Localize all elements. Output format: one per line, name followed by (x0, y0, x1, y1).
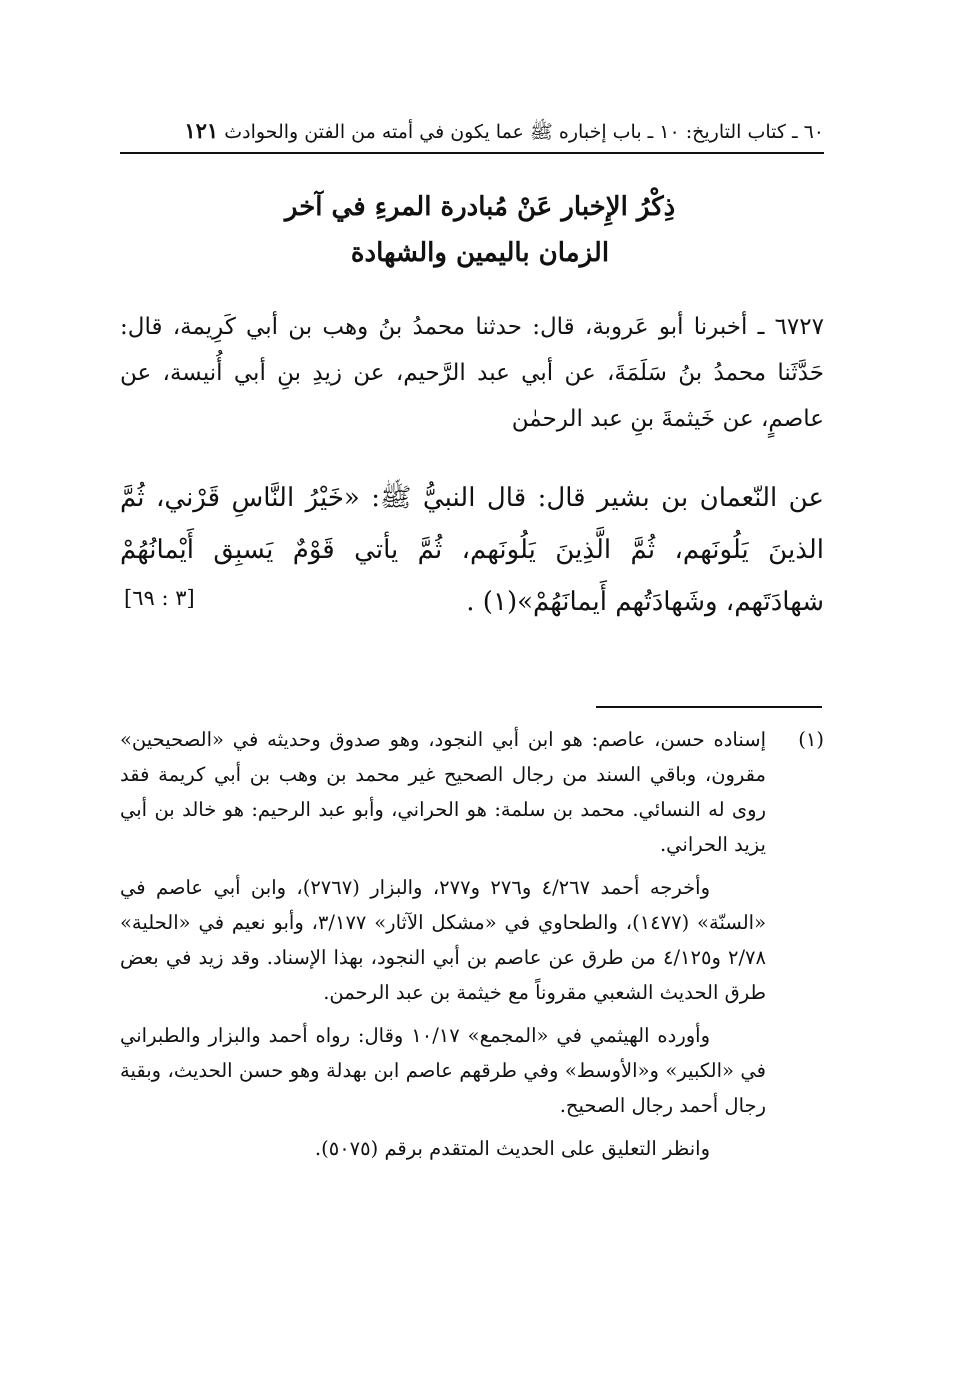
footnote-paragraph-1: إسناده حسن، عاصم: هو ابن أبي النجود، وهو صدوق وحديثه في «الصحيحين» مقرون، وباقي السند من رجال الصحيح غير محمد بن وهب بن أبي كريمة فقد روى له النسائي. محمد بن سلمة: هو الحراني، وأبو عبد الرحيم: هو خالد بن أبي يزيد الحراني. (120, 728, 766, 856)
footnote-paragraph-3-wrap (120, 1018, 824, 1123)
footnote-paragraph-4-wrap (120, 1131, 824, 1166)
header-rule (120, 152, 824, 154)
running-title: ـ كتاب التاريخ: ١٠ ـ باب إخباره ﷺ عما يكون في أمته من الفتن والحوادث (224, 121, 798, 143)
footnote-rule (596, 706, 822, 708)
hadith-text: عن النّعمان بن بشير قال: قال النبيُّ ﷺ: «خَيْرُ النَّاسِ قَرْني، ثُمَّ الذينَ يَلُونَهم، ثُمَّ الَّذِينَ يَلُونَهم، ثُمَّ يأتي قَوْمٌ يَسبِق أَيْمانُهُمْ شهادَتَهم، وشَهادَتُهم أَيمانَهُمْ»(١) . (120, 483, 824, 617)
footnote-paragraph-4: وانظر التعليق على الحديث المتقدم برقم (٥٠٧٥). (314, 1137, 710, 1160)
footnotes (120, 722, 824, 1174)
footnote-marker: (١) (798, 728, 824, 751)
section-title-line2: الزمان باليمين والشهادة (350, 238, 610, 268)
footnote-paragraph-2-wrap (120, 870, 824, 1010)
section-title-line1: ذِكْرُ الإِخبار عَنْ مُبادرة المرءِ في آخر (284, 192, 676, 222)
footnote-1 (120, 722, 824, 862)
hadith-chain: ٦٧٢٧ ـ أخبرنا أبو عَروبة، قال: حدثنا محمدُ بنُ وهب بن أبي كَرِيمة، قال: حَدَّثَنا محمدُ بنُ سَلَمَةَ، عن أبي عبد الرَّحيم، عن زيدِ بنِ أبي أُنيسة، عن عاصمٍ، عن خَيثمةَ بنِ عبد الرحمٰن (120, 314, 824, 432)
footnote-paragraph-3: وأورده الهيثمي في «المجمع» ١٠/١٧ وقال: رواه أحمد والبزار والطبراني في «الكبير» و«الأوسط» وفي طرقهم عاصم ابن بهدلة وهو حسن الحديث، وبقية رجال أحمد رجال الصحيح. (120, 1024, 766, 1117)
page-number: ٦٠ (803, 121, 824, 143)
footnote-paragraph-2: وأخرجه أحمد ٤/٢٦٧ و٢٧٦ و٢٧٧، والبزار (٢٧٦٧)، وابن أبي عاصم في «السنّة» (١٤٧٧)، والطحاوي في «مشكل الآثار» ٣/١٧٧، وأبو نعيم في «الحلية» ٢/٧٨ و٤/١٢٥ من طرق عن عاصم بن أبي النجود، بهذا الإسناد. وقد زيد في بعض طرق الحديث الشعبي مقروناً مع خيثمة بن عبد الرحمن. (120, 876, 767, 1004)
running-header (120, 116, 824, 147)
hadith-range: ١٢١ (184, 118, 219, 143)
hadith-reference: [٣ : ٦٩] (124, 586, 195, 610)
